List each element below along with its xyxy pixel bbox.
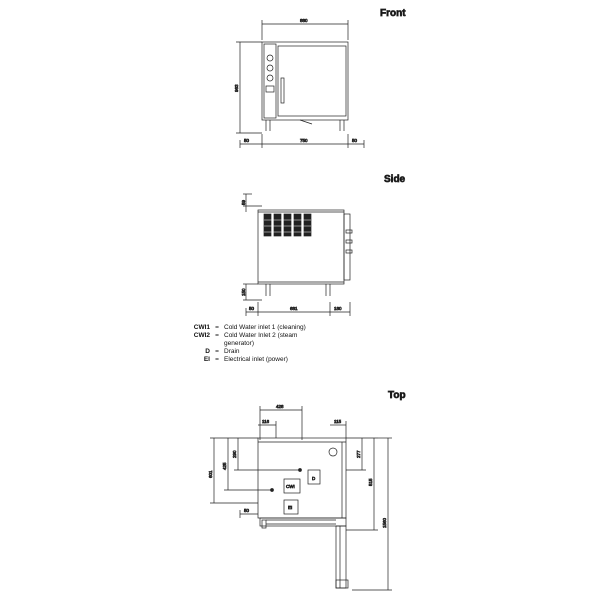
- top-dim-b: 116: [262, 419, 270, 424]
- side-bottom-dim: 150: [241, 288, 246, 296]
- legend-eq: =: [215, 324, 219, 331]
- top-drain-label: D: [312, 476, 316, 481]
- top-body: [258, 438, 346, 518]
- legend-eq: =: [215, 356, 219, 363]
- legend-eq: =: [215, 332, 219, 339]
- legend-text: Cold Water inlet 1 (cleaning): [224, 324, 306, 331]
- front-inner-dim: 750: [300, 138, 308, 143]
- side-top-dim: 59: [241, 199, 246, 205]
- legend-code: D: [205, 348, 210, 355]
- front-height-dim: 963: [234, 84, 239, 92]
- legend-row: [184, 332, 324, 348]
- legend-row: [184, 356, 324, 364]
- top-cwi-label: CWI: [286, 484, 295, 489]
- legend-row: [184, 348, 324, 356]
- front-width-dim: 880: [300, 18, 308, 23]
- side-left-dim: 50: [249, 306, 255, 311]
- legend: [184, 324, 324, 364]
- top-door-swing: [336, 526, 346, 588]
- legend-row: [184, 324, 324, 332]
- top-dim-d: 290: [232, 450, 237, 458]
- legend-text: Cold Water Inlet 2 (steam generator): [224, 332, 298, 347]
- side-depth-dim: 681: [290, 306, 298, 311]
- top-dim-h: 515: [368, 478, 373, 486]
- legend-code: CWI2: [193, 332, 210, 339]
- top-dim-g: 277: [356, 450, 361, 458]
- top-open-door: [260, 518, 346, 526]
- top-flue-outlet: [329, 448, 337, 456]
- legend-code: CWI1: [193, 324, 210, 331]
- front-left-offset-dim: 50: [244, 138, 250, 143]
- front-right-offset-dim: 50: [352, 138, 358, 143]
- top-dim-a: 428: [276, 404, 284, 409]
- front-title: Front: [380, 8, 406, 19]
- top-dim-j: 1560: [382, 517, 387, 528]
- top-dim-c: 115: [334, 419, 342, 424]
- legend-text: Electrical inlet (power): [224, 356, 288, 363]
- side-right-dim: 180: [334, 306, 342, 311]
- front-body: [262, 42, 348, 120]
- side-title: Side: [384, 174, 406, 185]
- top-dim-i: 50: [244, 508, 250, 513]
- legend-eq: =: [215, 348, 219, 355]
- top-title: Top: [388, 390, 406, 401]
- top-ei-label: EI: [288, 505, 293, 510]
- top-dim-e: 425: [222, 462, 227, 470]
- top-dim-f: 601: [208, 470, 213, 478]
- legend-text: Drain: [224, 348, 240, 355]
- legend-code: EI: [203, 356, 210, 363]
